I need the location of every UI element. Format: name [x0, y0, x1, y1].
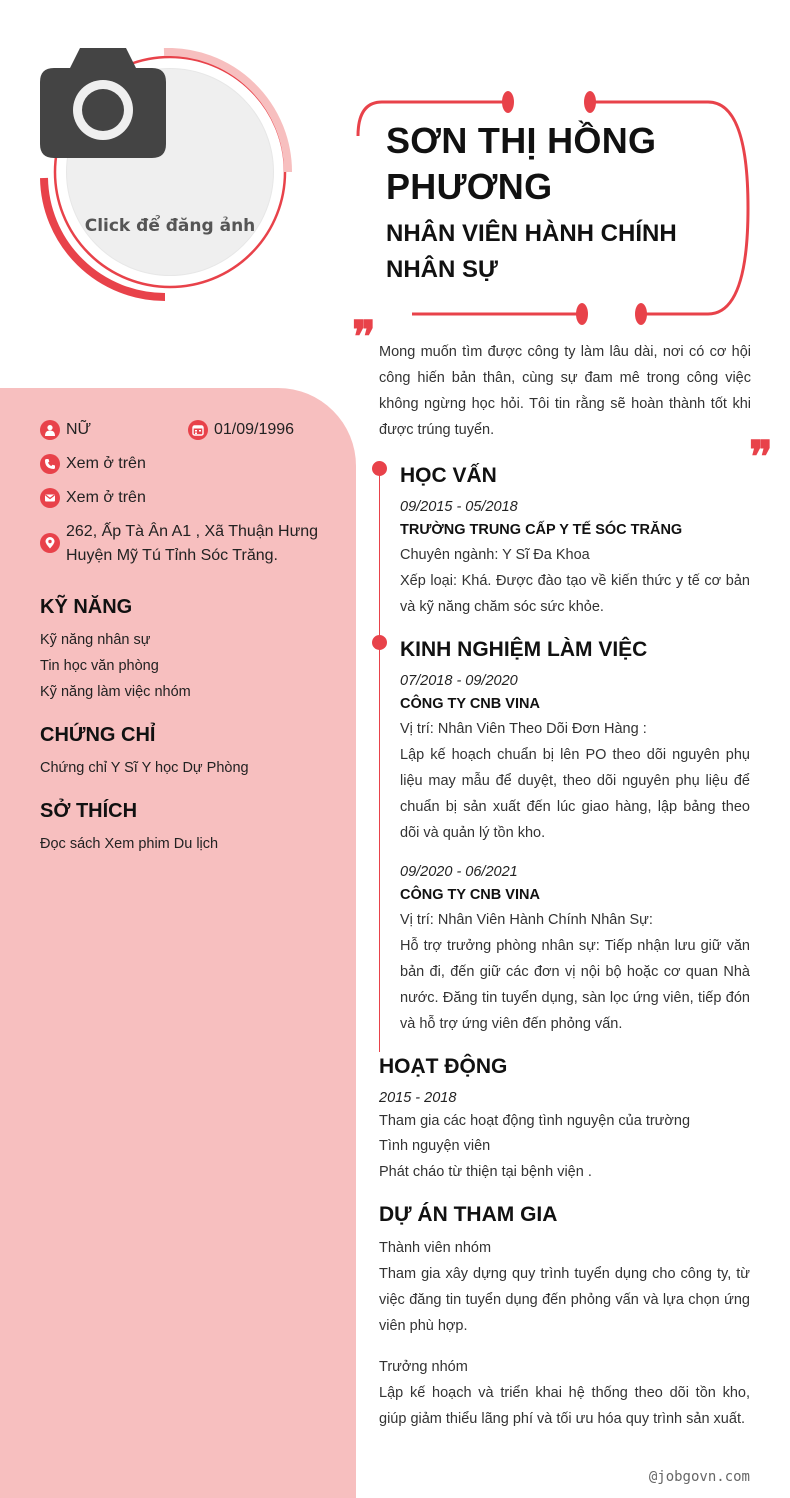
- birthday-row: [188, 418, 294, 442]
- name-line-1: SƠN THỊ HỒNG: [386, 120, 657, 161]
- avatar[interactable]: [40, 48, 295, 303]
- skill-item: Kỹ năng nhân sự: [40, 632, 151, 648]
- hobby-item: Đọc sách Xem phim Du lịch: [40, 836, 219, 852]
- timeline-line: [379, 468, 380, 1052]
- phone-icon: [40, 454, 60, 474]
- job-description: Hỗ trợ trưởng phòng nhân sự: Tiếp nhận lưu giữ văn bản đi, đến giữ các đơn vị nội bộ hoặc cơ quan Nhà nước. Đăng tin tuyển dụng, sàn lọc ứng viên, tiếp đón và hỗ trợ ứng viên đến phỏng vấn.: [400, 938, 750, 1032]
- birthday-value: 01/09/1996: [214, 421, 295, 438]
- mail-icon: [40, 488, 60, 508]
- company-name: CÔNG TY CNB VINA: [400, 887, 540, 903]
- job-position: Vị trí: Nhân Viên Theo Dõi Đơn Hàng :: [400, 721, 647, 737]
- address-line-2: Huyện Mỹ Tú Tỉnh Sóc Trăng.: [66, 547, 278, 564]
- skill-item: Kỹ năng làm việc nhóm: [40, 684, 191, 700]
- project-role: Trưởng nhóm: [379, 1359, 468, 1375]
- certificate-item: Chứng chỉ Y Sĩ Y học Dự Phòng: [40, 760, 249, 776]
- skill-item: Tin học văn phòng: [40, 658, 159, 674]
- address-line-1: 262, Ấp Tà Ân A1 , Xã Thuận Hưng: [66, 523, 319, 540]
- job-period: 07/2018 - 09/2020: [400, 673, 518, 689]
- calendar-icon: [188, 420, 208, 440]
- certificates-heading: CHỨNG CHỈ: [40, 724, 156, 746]
- job-position: Vị trí: Nhân Viên Hành Chính Nhân Sự:: [400, 912, 653, 928]
- career-objective: Mong muốn tìm được công ty làm lâu dài, nơi có cơ hội công hiến bản thân, cùng sự đam mê trong công việc không ngừng học hỏi. Tôi tin rằng sẽ hoàn thành tốt khi được trúng tuyển.: [379, 344, 751, 438]
- job-title-line-2: NHÂN SỰ: [386, 256, 498, 283]
- open-quote-icon: ❞: [352, 312, 376, 363]
- upload-photo-label[interactable]: Click để đăng ảnh: [84, 216, 256, 236]
- gender-row: [40, 418, 91, 442]
- hobbies-heading: SỞ THÍCH: [40, 800, 138, 822]
- job-title-line-1: NHÂN VIÊN HÀNH CHÍNH: [386, 220, 677, 247]
- email-row: [40, 486, 146, 510]
- phone-row: [40, 452, 146, 476]
- company-name: CÔNG TY CNB VINA: [400, 696, 540, 712]
- job-period: 09/2020 - 06/2021: [400, 864, 518, 880]
- school-name: TRƯỜNG TRUNG CẤP Y TẾ SÓC TRĂNG: [400, 522, 683, 538]
- education-major: Chuyên ngành: Y Sĩ Đa Khoa: [400, 547, 590, 563]
- phone-value[interactable]: Xem ở trên: [66, 455, 146, 472]
- address-row: [40, 520, 318, 568]
- experience-heading: KINH NGHIỆM LÀM VIỆC: [400, 638, 648, 661]
- education-period: 09/2015 - 05/2018: [400, 499, 518, 515]
- project-description: Tham gia xây dựng quy trình tuyển dụng cho công ty, từ việc đăng tin tuyển dụng đến phỏng vấn và lựa chọn ứng viên phù hợp.: [379, 1266, 750, 1334]
- camera-icon: [40, 48, 166, 158]
- timeline-dot: [372, 635, 387, 650]
- project-description: Lập kế hoạch và triển khai hệ thống theo dõi tồn kho, giúp giảm thiểu lãng phí và tối ưu hóa quy trình sản xuất.: [379, 1385, 750, 1427]
- job-title: [386, 216, 726, 288]
- activities-period: 2015 - 2018: [379, 1090, 457, 1106]
- activities-heading: HOẠT ĐỘNG: [379, 1055, 508, 1078]
- job-description: Lập kế hoạch chuẩn bị lên PO theo dõi nguyên phụ liệu may mẫu để duyệt, theo dõi nguyên phụ liệu để chuẩn bị sản xuất đến lúc giao hàng, lập bảng theo dõi và quản lý tồn kho.: [400, 747, 750, 841]
- education-detail: Xếp loại: Khá. Được đào tạo về kiến thức y tế cơ bản và kỹ năng chăm sóc sức khỏe.: [400, 573, 750, 615]
- candidate-name: [386, 118, 726, 210]
- education-heading: HỌC VẤN: [400, 464, 497, 487]
- email-value[interactable]: Xem ở trên: [66, 489, 146, 506]
- close-quote-icon: ❞: [749, 432, 773, 483]
- timeline-dot: [372, 461, 387, 476]
- skills-heading: KỸ NĂNG: [40, 596, 133, 618]
- project-role: Thành viên nhóm: [379, 1240, 492, 1256]
- name-line-2: PHƯƠNG: [386, 166, 553, 207]
- user-icon: [40, 420, 60, 440]
- activity-item: Tham gia các hoạt động tình nguyện của trường: [379, 1113, 691, 1129]
- location-pin-icon: [40, 533, 60, 553]
- site-watermark: @jobgovn.com: [648, 1469, 750, 1485]
- activity-item: Phát cháo từ thiện tại bệnh viện .: [379, 1164, 592, 1180]
- projects-heading: DỰ ÁN THAM GIA: [379, 1203, 558, 1226]
- activity-item: Tình nguyện viên: [379, 1138, 491, 1154]
- gender-value: NỮ: [66, 421, 92, 438]
